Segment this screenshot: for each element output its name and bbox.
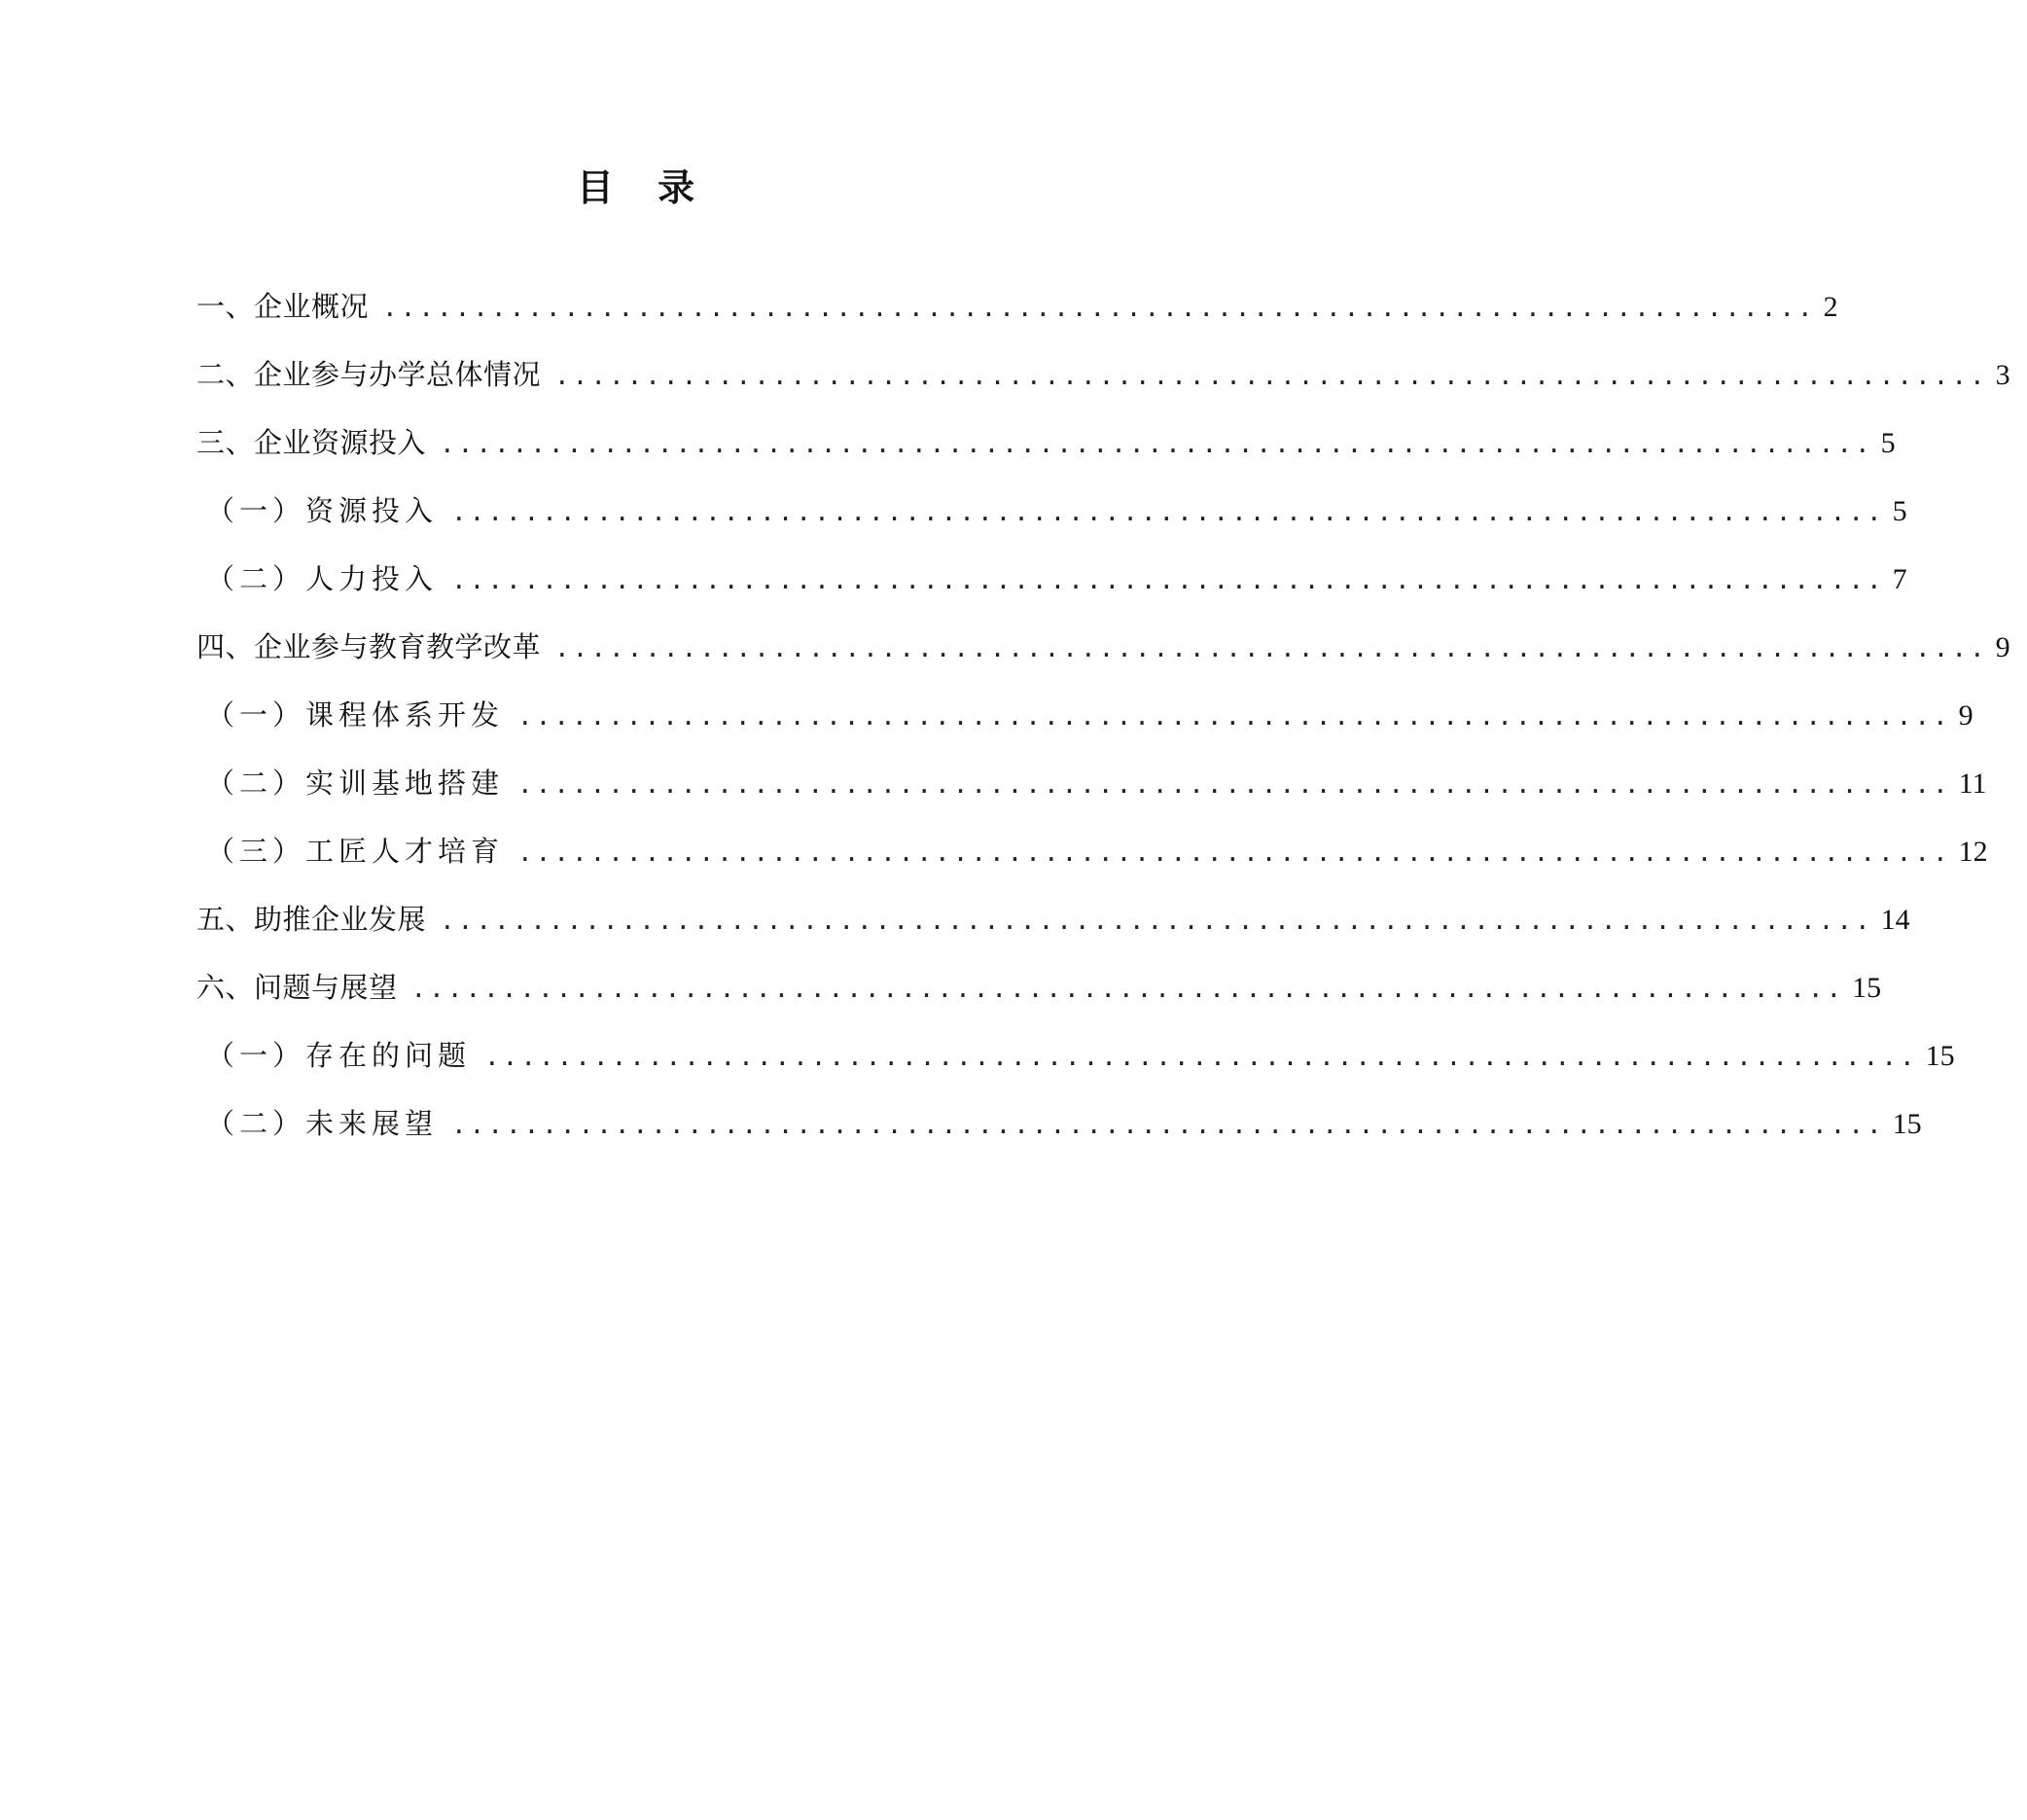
toc-entry-text: （一）存在的问题 <box>206 1039 472 1072</box>
toc-page-number: 12 <box>1958 836 1988 868</box>
toc-page-number: 2 <box>1823 291 1838 323</box>
toc-dot-leader: ............................................................................... <box>440 907 1873 936</box>
toc-page-number: 11 <box>1958 767 1987 800</box>
toc-entry-existing-problems[interactable] <box>196 1034 1955 1102</box>
toc-entry-text: （二）人力投入 <box>206 562 439 595</box>
toc-entry-text: （一）课程体系开发 <box>206 698 505 732</box>
toc-page-number: 14 <box>1880 904 1910 936</box>
toc-entry-text: （二）实训基地搭建 <box>206 767 505 800</box>
toc-page-number: 9 <box>1995 631 2010 663</box>
toc-entry-future-outlook[interactable] <box>196 1102 1922 1170</box>
toc-page-number: 15 <box>1852 972 1882 1004</box>
toc-page-number: 5 <box>1892 495 1907 527</box>
toc-page-number: 9 <box>1958 699 1974 732</box>
toc-page-number: 7 <box>1892 563 1907 595</box>
toc-entry-teaching-reform[interactable] <box>196 625 2010 694</box>
toc-entry-text: （三）工匠人才培育 <box>206 835 505 868</box>
toc-dot-leader: ............................................................................... <box>517 770 1951 800</box>
toc-entry-text: 三、企业资源投入 <box>196 426 427 459</box>
toc-entry-text: （一）资源投入 <box>206 494 439 527</box>
toc-entry-overall-participation[interactable] <box>196 353 2010 421</box>
toc-entry-text: 一、企业概况 <box>196 290 370 323</box>
toc-entry-text: 二、企业参与办学总体情况 <box>196 358 542 391</box>
toc-entry-curriculum[interactable] <box>196 694 1974 762</box>
toc-dot-leader: ............................................................................... <box>440 430 1873 459</box>
toc-entry-text: （二）未来展望 <box>206 1107 439 1140</box>
toc-page-number: 3 <box>1995 359 2010 391</box>
toc-entry-training-base[interactable] <box>196 762 1987 830</box>
toc-entry-text: 五、助推企业发展 <box>196 903 427 936</box>
toc-dot-leader: ............................................................................... <box>451 498 1885 527</box>
toc-entry-company-overview[interactable] <box>196 285 1838 353</box>
toc-page-number: 15 <box>1892 1108 1922 1140</box>
toc-entry-manpower[interactable] <box>196 557 1907 625</box>
toc-entry-resource-investment[interactable] <box>196 421 1896 489</box>
toc-entry-craftsman-talent[interactable] <box>196 830 1988 898</box>
toc-dot-leader: ............................................................................... <box>451 566 1885 595</box>
toc-dot-leader: ............................................................................... <box>517 702 1951 732</box>
toc-dot-leader: ............................................................................... <box>484 1043 1918 1072</box>
toc-entry-text: 四、企业参与教育教学改革 <box>196 630 542 663</box>
toc-entry-problems-outlook[interactable] <box>196 966 1882 1034</box>
toc-dot-leader: ............................................................................... <box>382 294 1816 323</box>
toc-dot-leader: ............................................................................... <box>554 634 1988 663</box>
toc-dot-leader: ............................................................................... <box>517 839 1951 868</box>
toc-page-number: 15 <box>1925 1040 1955 1072</box>
toc-dot-leader: ............................................................................... <box>554 362 1988 391</box>
toc-dot-leader: ............................................................................... <box>451 1111 1885 1140</box>
page-title: 目 录 <box>576 166 711 209</box>
toc-entry-resources[interactable] <box>196 489 1907 557</box>
toc-entry-text: 六、问题与展望 <box>196 971 398 1004</box>
toc-entry-promote-development[interactable] <box>196 898 1910 966</box>
toc-dot-leader: ............................................................................... <box>410 975 1845 1004</box>
toc-page-number: 5 <box>1880 427 1896 459</box>
table-of-contents <box>196 285 2010 1170</box>
